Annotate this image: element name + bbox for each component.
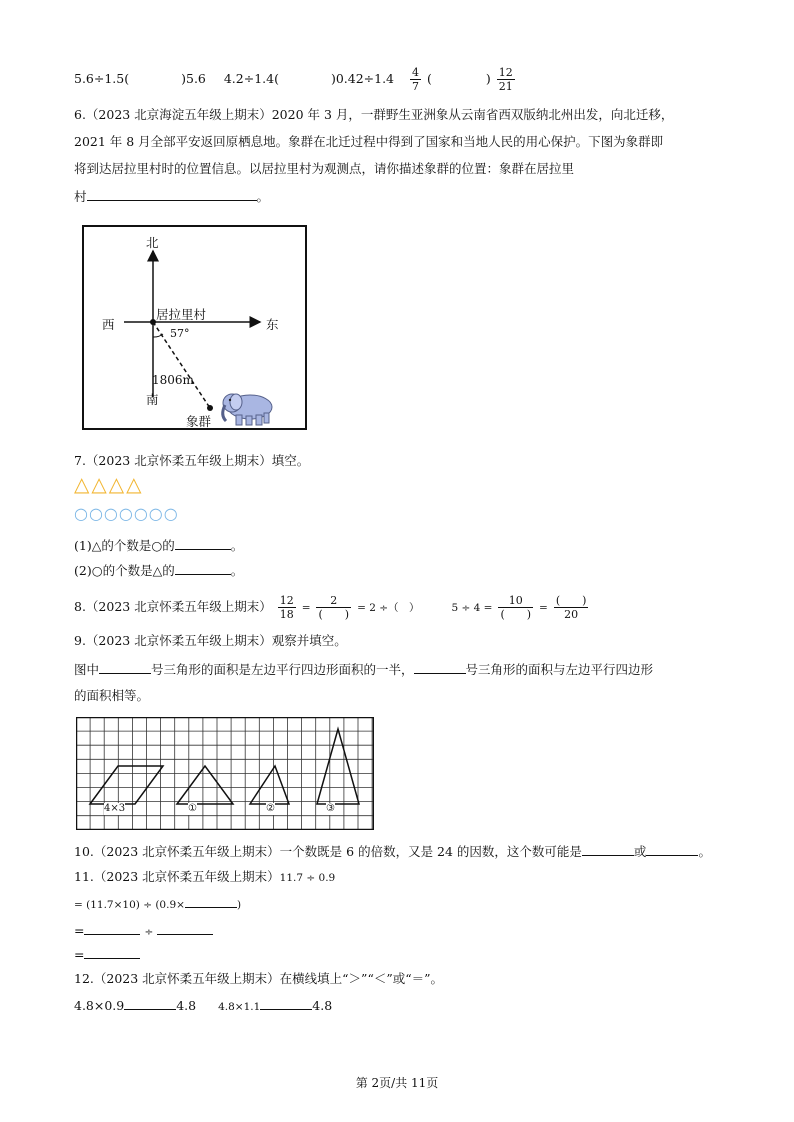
- q7-part2-blank[interactable]: [175, 562, 231, 575]
- map-east-label: 东: [266, 317, 279, 332]
- q8-fraction-blank-20[interactable]: $\frac{( )}{20}$: [555, 594, 587, 621]
- q6-line2: 2021 年 8 月全部平安返回原栖息地。象群在北迁过程中得到了国家和当地人民的用心保护。下图为象群即: [74, 134, 664, 149]
- q11-step1-prefix: = (11.7×10) ÷ (0.9×: [74, 899, 185, 911]
- triangle-3-shape: [317, 729, 359, 804]
- herd-point: [207, 405, 213, 411]
- q7-title: 7.（2023 北京怀柔五年级上期末）填空。: [74, 453, 310, 468]
- q7-part2: [74, 562, 243, 580]
- q5-c-close: ): [485, 71, 491, 86]
- triangle-1-label: ①: [188, 803, 197, 814]
- q10-blank-2[interactable]: [646, 843, 698, 856]
- q9-line2: 的面积相等。: [74, 688, 150, 703]
- q12-a-left: 4.8×0.9: [74, 998, 125, 1013]
- q5-fraction-12-21: $\frac{12}{21}$: [498, 66, 513, 93]
- q12-line: [74, 997, 332, 1016]
- q9-grid-figure: [76, 717, 374, 830]
- q11-step2: [74, 922, 213, 941]
- q12-blank-a[interactable]: [124, 997, 176, 1010]
- q8-fraction-12-18: $\frac{12}{18}$: [279, 594, 294, 621]
- elephant-icon: [223, 394, 272, 425]
- q12-b-right: 4.8: [312, 998, 333, 1013]
- q10-blank-1[interactable]: [582, 843, 634, 856]
- map-angle-label: 57°: [170, 327, 190, 340]
- q9-title: 9.（2023 北京怀柔五年级上期末）观察并填空。: [74, 633, 347, 648]
- q7-part1-blank[interactable]: [175, 537, 231, 550]
- q7-triangles: △△△△: [74, 472, 144, 496]
- page-footer: 第 2页/共 11页: [355, 1076, 439, 1090]
- q10-line: [74, 843, 711, 861]
- parallelogram-shape: [90, 766, 163, 804]
- q9-blank-2[interactable]: [414, 661, 466, 674]
- q10-or: 或: [633, 844, 647, 859]
- q8-mid[interactable]: = 2 ÷（ ）: [357, 602, 420, 614]
- q8-fraction-2-blank[interactable]: $\frac{2}{( )}$: [318, 594, 350, 621]
- triangle-1-shape: [177, 766, 233, 804]
- parallelogram-label: 4×3: [104, 803, 126, 814]
- q11-step2-div: ÷: [144, 926, 154, 938]
- q11-step2-blank-1[interactable]: [84, 922, 140, 935]
- q10-text: 10.（2023 北京怀柔五年级上期末）一个数既是 6 的倍数，又是 24 的因数，这个数可能是: [74, 844, 582, 859]
- q11-step1-suffix: ): [236, 899, 242, 911]
- q6-line4-suffix: 。: [256, 189, 270, 204]
- q11-step2-prefix: =: [74, 923, 85, 938]
- q7-part2-prefix: (2)○的个数是△的: [74, 563, 175, 578]
- map-village-label: 居拉里村: [156, 307, 207, 322]
- triangle-3-label: ③: [326, 803, 335, 814]
- map-west-label: 西: [102, 317, 115, 332]
- q8-label: 8.（2023 北京怀柔五年级上期末）: [74, 599, 272, 614]
- q5-b-tail: )0.42÷1.4: [330, 71, 395, 86]
- q11-title-line: [74, 868, 335, 887]
- q8-eq1: =: [301, 602, 311, 614]
- q8-line: [74, 592, 590, 623]
- q12-b-left: 4.8×1.1: [218, 1001, 261, 1013]
- q11-step2-blank-2[interactable]: [157, 922, 213, 935]
- q7-part1-prefix: (1)△的个数是○的: [74, 538, 175, 553]
- q12-a-right: 4.8: [176, 998, 197, 1013]
- q5-a-tail: )5.6: [181, 71, 206, 86]
- q5-line: [74, 66, 517, 93]
- q10-end: 。: [698, 844, 711, 859]
- map-south-label: 南: [146, 392, 159, 407]
- triangle-2-label: ②: [266, 803, 275, 814]
- q6-line3: 将到达居拉里村时的位置信息。以居拉里村为观测点，请你描述象群的位置：象群在居拉里: [74, 161, 575, 176]
- q9-blank-1[interactable]: [99, 661, 151, 674]
- q12-title: 12.（2023 北京怀柔五年级上期末）在横线填上“＞”“＜”或“＝”。: [74, 971, 444, 986]
- q6-answer-blank[interactable]: [87, 188, 257, 201]
- q9-line1-a: 图中: [74, 662, 100, 677]
- q11-step1-blank[interactable]: [185, 895, 237, 908]
- q6-line4: [74, 188, 269, 206]
- q5-fraction-4-7: $\frac{4}{7}$: [411, 66, 419, 93]
- q9-line1: [74, 661, 653, 679]
- map-distance-label: 1806m: [152, 373, 194, 387]
- q9-line1-b: 号三角形的面积是左边平行四边形面积的一半，: [151, 662, 414, 677]
- triangle-2-shape: [250, 766, 289, 804]
- q11-step1: [74, 895, 241, 914]
- elephant-map: [82, 225, 307, 430]
- q5-a-expr: 5.6÷1.5(: [74, 71, 130, 86]
- q5-b-expr: 4.2÷1.4(: [223, 71, 279, 86]
- angle-arc: [153, 334, 163, 337]
- q5-c-open: (: [426, 71, 432, 86]
- q7-circles: ○○○○○○○: [74, 504, 179, 523]
- q7-part2-suffix: 。: [230, 563, 244, 578]
- q7-part1-suffix: 。: [230, 538, 244, 553]
- q12-blank-b[interactable]: [260, 997, 312, 1010]
- q11-title: 11.（2023 北京怀柔五年级上期末）: [74, 869, 280, 884]
- q8-right-start: 5 ÷ 4 =: [451, 602, 493, 614]
- q11-step3-blank[interactable]: [84, 946, 140, 959]
- q8-eq2: =: [539, 602, 548, 614]
- q7-part1: [74, 537, 243, 555]
- q6-line4-prefix: 村: [74, 189, 87, 204]
- q8-fraction-10-blank[interactable]: $\frac{10}{( )}$: [500, 594, 532, 621]
- q11-step3: [74, 946, 140, 964]
- q11-expr: 11.7 ÷ 0.9: [279, 872, 336, 884]
- q6-line1: 6.（2023 北京海淀五年级上期末）2020 年 3 月，一群野生亚洲象从云南省西双版纳北州出发，向北迁移，: [74, 107, 674, 122]
- map-north-label: 北: [146, 235, 159, 250]
- q9-line1-c: 号三角形的面积与左边平行四边形: [465, 662, 654, 677]
- q11-step3-prefix: =: [74, 947, 85, 962]
- map-herd-label: 象群: [186, 414, 212, 429]
